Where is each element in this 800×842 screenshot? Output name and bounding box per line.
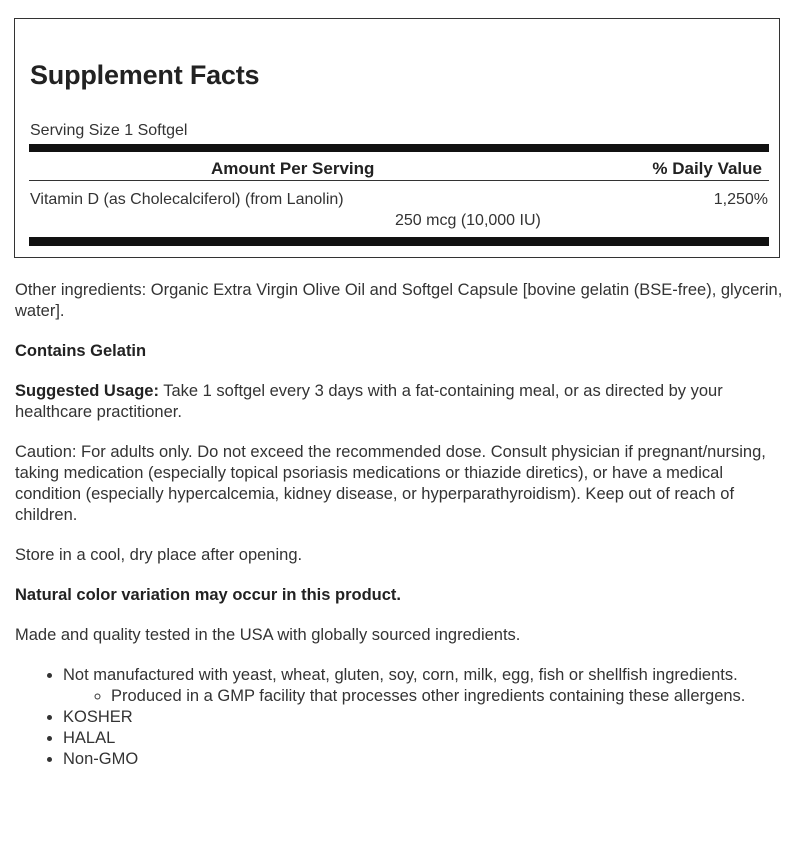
daily-value-header: % Daily Value (652, 159, 762, 178)
usage-text: Take 1 softgel every 3 days with a fat-containing meal, or as directed by your healthcare practitioner. (15, 382, 723, 421)
sub-list (63, 686, 785, 707)
list-item: • HALAL (63, 728, 785, 749)
product-description (15, 280, 785, 770)
list-item: • KOSHER (63, 707, 785, 728)
nutrient-name: Vitamin D (as Cholecalciferol) (from Lanolin) (30, 191, 344, 208)
thin-divider (29, 180, 769, 181)
thick-divider-top (29, 144, 769, 152)
list-item: • Non-GMO (63, 749, 785, 770)
supplement-facts-panel (14, 18, 780, 258)
serving-size: Serving Size 1 Softgel (30, 122, 188, 139)
list-item-text: Not manufactured with yeast, wheat, gluten, soy, corn, milk, egg, fish or shellfish ingredients. (63, 666, 738, 684)
list-item (63, 665, 785, 707)
sub-list-item: ◦ Produced in a GMP facility that processes other ingredients containing these allergens. (111, 686, 785, 707)
thick-divider-bottom (29, 237, 769, 246)
color-variation-note (15, 585, 785, 606)
nutrient-amount: 250 mcg (10,000 IU) (395, 212, 541, 229)
usage-label: Suggested Usage: (15, 382, 159, 400)
other-ingredients: Other ingredients: Organic Extra Virgin Olive Oil and Softgel Capsule [bovine gelatin (BSE-free), glycerin, water]. (15, 281, 783, 320)
contains-note (15, 341, 785, 362)
storage-text: Store in a cool, dry place after opening. (15, 546, 303, 564)
amount-per-serving-header: Amount Per Serving (211, 159, 375, 178)
nutrient-daily-value: 1,250% (713, 191, 768, 208)
contains-text: Contains Gelatin (15, 342, 147, 360)
made-in-usa: Made and quality tested in the USA with globally sourced ingredients. (15, 626, 521, 644)
color-note-text: Natural color variation may occur in this product. (15, 586, 401, 604)
suggested-usage (15, 381, 785, 423)
allergen-list (15, 665, 785, 770)
caution-text: Caution: For adults only. Do not exceed the recommended dose. Consult physician if pregnant/nursing, taking medication (especially topical psoriasis medications or thiazide diretics), or have a medical condition (especially hypercalcemia, kidney disease, or hyperparathyroidism). Keep out of reach of children. (15, 443, 766, 524)
facts-title: Supplement Facts (30, 60, 260, 90)
